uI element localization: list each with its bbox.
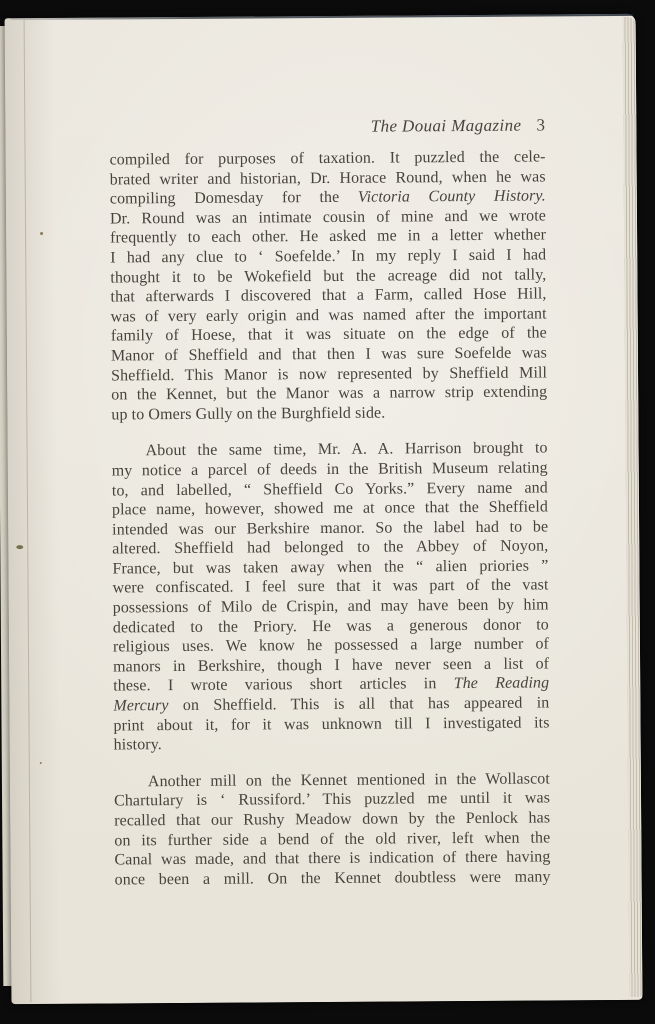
paper-speck [16, 545, 23, 549]
page-number: 3 [536, 115, 546, 135]
body-text: recalled that our Rushy Meadow down by the Penlock has [114, 809, 551, 830]
text-line [109, 147, 545, 170]
body-text: brated writer and historian, Dr. Horace Round, when he was [109, 168, 546, 189]
page-content [109, 114, 550, 889]
paper-speck [40, 762, 42, 764]
body-text: Sheffield. This Manor is now represented by Sheffield Mill [111, 363, 548, 385]
body-text: dedicated to the Priory. He was a generous donor to [112, 616, 549, 637]
text-line [113, 693, 549, 716]
page-text [109, 147, 550, 889]
italic-text: The Reading [453, 674, 550, 693]
body-text: on Sheffield. This is all that has appeared in [168, 694, 550, 715]
body-text: once been a mill. On the Kennet doubtless were many [114, 868, 551, 889]
body-text: Manor of Sheffield and that then I was sure Soefelde was [110, 344, 547, 365]
body-text: thought it to be Wokefield but the acreage did not tally, [110, 266, 547, 287]
running-header [109, 114, 545, 139]
body-text: compiled for purposes of taxation. It puzzled the cele- [109, 148, 546, 169]
paragraph [114, 769, 551, 890]
text-line [112, 498, 548, 521]
body-text: history. [113, 736, 162, 754]
body-text: possessions of Milo de Crispin, and may have been by him [112, 596, 549, 617]
body-text: on its further side a bend of the old river, left when the [114, 829, 551, 850]
text-line [111, 402, 547, 425]
body-text: Another mill on the Kennet mentioned in the Wollascot [147, 770, 550, 791]
body-text: frequently to each other. He asked me in a letter whether [110, 226, 547, 247]
paragraph [112, 439, 550, 756]
italic-text: Victoria County History. [357, 187, 546, 206]
body-text: About the same time, Mr. A. A. Harrison brought to [145, 439, 548, 460]
fore-edge-pages [623, 17, 643, 997]
magazine-title: The Douai Magazine [370, 115, 522, 136]
body-text: France, but was taken away when the “ alien priories ” [112, 557, 549, 578]
text-line [113, 595, 549, 618]
body-text: Chartulary is ‘ Russiford.’ This puzzled me until it was [113, 789, 551, 810]
text-line [110, 187, 546, 210]
body-text: place name, however, showed me at once that the Sheffield [111, 498, 549, 519]
body-text: family of Hoese, that it was situate on the edge of the [110, 324, 547, 345]
text-line [114, 848, 550, 871]
body-text: manors in Berkshire, though I have never seen a list of [113, 655, 550, 676]
body-text: print about it, for it was unknown till I investigated its [113, 714, 550, 735]
text-line [112, 458, 548, 481]
page-top-edge [11, 14, 634, 20]
body-text: these. I wrote various short articles in [113, 675, 454, 695]
paragraph [109, 147, 547, 424]
body-text: to, and labelled, “ Sheffield Co Yorks.” Every name and [111, 478, 548, 499]
text-line [113, 713, 549, 736]
body-text: religious uses. We know he possessed a large number of [112, 635, 550, 656]
italic-text: Mercury [113, 697, 169, 715]
text-line [111, 343, 547, 366]
book-page [5, 14, 643, 1004]
body-text: altered. Sheffield had belonged to the Abbey of Noyon, [112, 537, 549, 558]
text-line [110, 245, 546, 268]
body-text: was of very early origin and was named after the important [110, 305, 547, 326]
body-text: my notice a parcel of deeds in the British Museum relating [111, 459, 548, 480]
body-text: were confiscated. I feel sure that it was part of the vast [112, 576, 549, 597]
body-text: Dr. Round was an intimate cousin of mine and we wrote [109, 207, 547, 228]
body-text: Canal was made, and that there is indication of there having [114, 848, 551, 869]
body-text: intended was our Berkshire manor. So the label had to be [112, 518, 549, 539]
body-text: on the Kennet, but the Manor was a narrow strip extending [111, 383, 548, 404]
text-line [111, 383, 547, 406]
body-text: I had any clue to ‘ Soefelde.’ In my reply I said I had [110, 246, 547, 267]
text-line [110, 285, 546, 308]
text-line [115, 867, 551, 890]
text-line [114, 808, 550, 831]
body-text: that afterwards I discovered that a Farm, called Hose Hill, [110, 285, 547, 306]
body-text: up to Omers Gully on the Burghfield side. [111, 404, 386, 424]
paper-speck [40, 232, 43, 235]
text-line [114, 733, 550, 756]
body-text: compiling Domesday for the [109, 188, 358, 208]
gutter-shadow [5, 18, 62, 1004]
